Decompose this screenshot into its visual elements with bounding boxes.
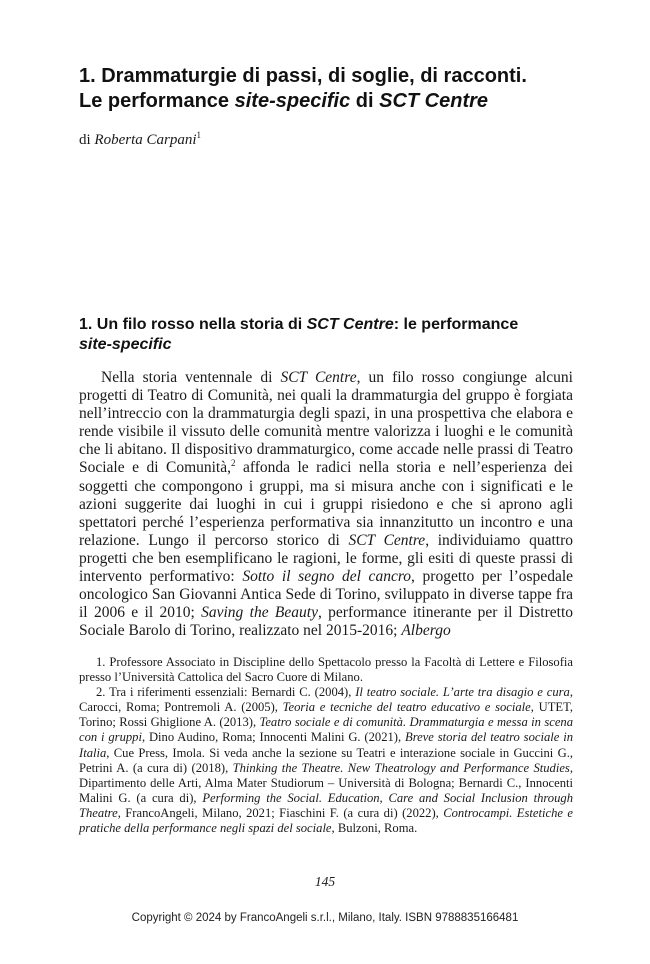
- author-name: Roberta Carpani: [94, 132, 197, 148]
- section-heading-italic: SCT Centre: [306, 316, 394, 333]
- footnote-1: 1. Professore Associato in Discipline dello Spettacolo presso la Facoltà di Lettere e Filosofia presso l’Università Cattolica del Sacro Cuore di Milano.: [79, 655, 573, 685]
- text-run: , FrancoAngeli, Milano, 2021; Fiaschini F. (a cura di) (2022),: [117, 805, 444, 820]
- text-run: , Dino Audino, Roma; Innocenti Malini G. (2021),: [141, 730, 405, 745]
- text-run: , progetto per l’ospedale oncologico San Giovanni Antica Sede di Torino, sviluppato in diverse tappe fra il 2006 e il 2010;: [79, 568, 574, 622]
- section-heading-text: : le performance: [393, 316, 519, 333]
- text-run: , Carocci, Roma; Pontremoli A. (2005),: [79, 685, 573, 715]
- italic-run: Breve storia del teatro sociale in Italia: [79, 730, 573, 760]
- chapter-title: [79, 64, 579, 114]
- text-run: , un filo rosso congiunge alcuni progetti di Teatro di Comunità, nei quali la drammaturgia del gruppo è forgiata nell’intreccio con la drammaturgia degli spazi, in una prospettiva che elabora e rende visibile il vissuto delle comunità mentre valorizza i luoghi e le comunità che li abitano. Il dispositivo drammaturgico, come accade nelle prassi di Teatro Sociale e di Comunità,: [79, 369, 573, 477]
- italic-run: Performing the Social. Education, Care and Social Inclusion through Theatre: [79, 790, 573, 820]
- chapter-title-text: Le performance: [79, 90, 235, 112]
- chapter-author: [79, 131, 201, 149]
- text-run: , performance itinerante per il Distretto Sociale Barolo di Torino, realizzato nel 2015-2016;: [79, 604, 574, 640]
- italic-run: SCT Centre: [348, 531, 426, 549]
- text-run: , Dipartimento delle Arti, Alma Mater Studiorum – Università di Bologna; Bernardi C., Innocenti Malini G. (a cura di),: [79, 760, 573, 805]
- footnote-ref-2[interactable]: 2: [231, 458, 236, 469]
- text-run: , individuiamo quattro progetti che ben esemplificano le ragioni, le forme, gli esiti di queste prassi di intervento performativo:: [79, 531, 573, 586]
- section-heading-text: 1. Un filo rosso nella storia di: [79, 316, 307, 333]
- chapter-title-text: di: [350, 90, 380, 112]
- italic-run: Sotto il segno del cancro: [242, 568, 412, 586]
- page-number: 145: [314, 874, 336, 889]
- italic-run: Teatro sociale e di comunità. Drammaturgia e messa in scena con i gruppi: [79, 715, 573, 745]
- italic-run: Saving the Beauty: [201, 604, 318, 622]
- text-run: Nella storia ventennale di: [101, 369, 281, 386]
- text-run: , Cue Press, Imola. Si veda anche la sezione su Teatri e interazione sociale in Guccini G., Petrini A. (a cura di) (2018),: [79, 745, 573, 775]
- chapter-title-italic: SCT Centre: [379, 90, 489, 112]
- italic-run: SCT Centre: [280, 369, 357, 386]
- footnote-2: [79, 685, 573, 836]
- chapter-title-italic: site-specific: [234, 90, 351, 112]
- italic-run: Teoria e tecniche del teatro educativo e sociale: [282, 700, 531, 715]
- copyright-notice: Copyright © 2024 by FrancoAngeli s.r.l., Milano, Italy. ISBN 9788835166481: [131, 912, 519, 924]
- text-run: affonda le radici nella storia e nell’esperienza dei soggetti che compongono i gruppi, ma si misura anche con i significati e le azioni suggerite dai luoghi in cui i gruppi risiedono e che si aprono agli spettatori perché l’esperienza performativa sia innanzitutto un incontro e una relazione. Lungo il percorso storico di: [79, 459, 573, 549]
- italic-run: Il teatro sociale. L’arte tra disagio e cura: [355, 685, 570, 700]
- text-run: , UTET, Torino; Rossi Ghiglione A. (2013),: [79, 700, 574, 730]
- section-heading: [79, 315, 579, 355]
- italic-run: Thinking the Theatre. New Theatrology and Performance Studies: [232, 760, 570, 775]
- section-heading-italic: site-specific: [79, 336, 172, 353]
- chapter-title-line1: 1. Drammaturgie di passi, di soglie, di racconti.: [79, 65, 527, 87]
- italic-run: Albergo: [401, 622, 451, 640]
- text-run: , Bulzoni, Roma.: [331, 821, 418, 836]
- text-run: 2. Tra i riferimenti essenziali: Bernardi C. (2004),: [96, 685, 356, 700]
- body-paragraph: [79, 369, 573, 640]
- author-prefix: di: [79, 132, 95, 148]
- footnotes: [79, 655, 573, 836]
- italic-run: Controcampi. Estetiche e pratiche della performance negli spazi del sociale: [79, 805, 573, 836]
- footnote-ref-1[interactable]: 1: [196, 130, 202, 140]
